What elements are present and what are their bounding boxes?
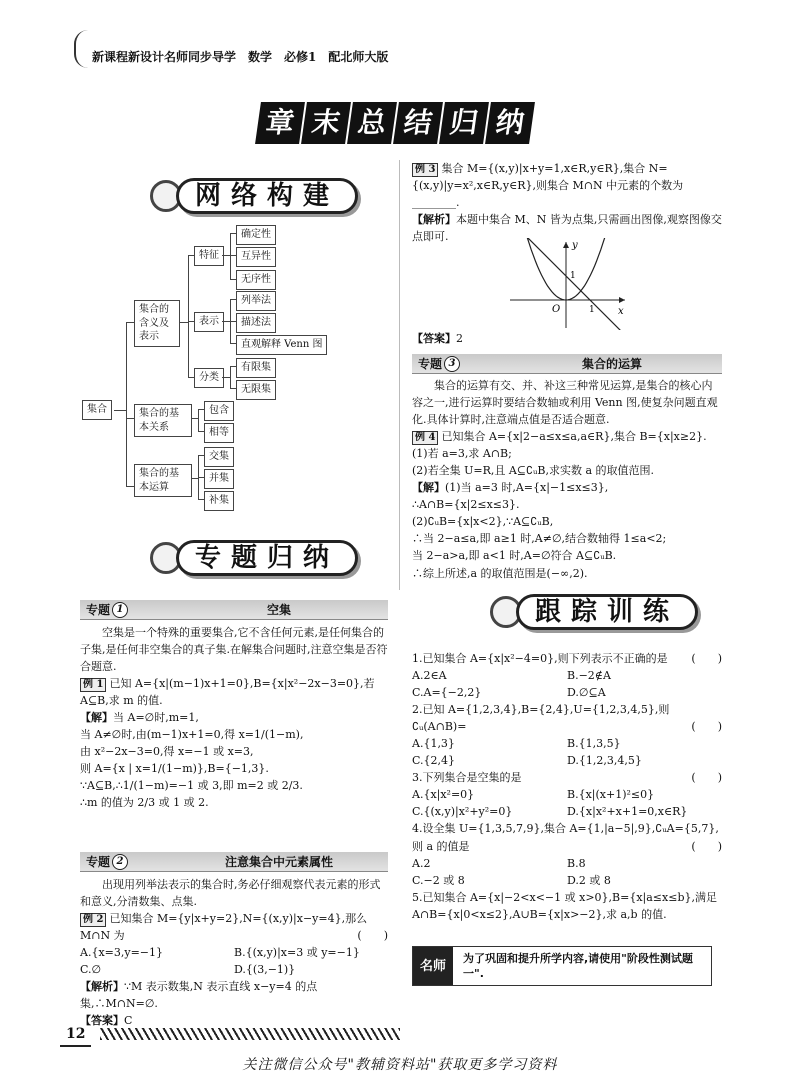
topic-intro: 空集是一个特殊的重要集合,它不含任何元素,是任何集合的子集,是任何非空集合的真子集.在解集合问题时,注意空集是否符合题意. <box>80 626 388 674</box>
map-branch-1: 集合的含义及表示 <box>134 300 180 347</box>
banner-text: 专题归纳 <box>176 540 358 576</box>
graph-y-label: y <box>572 240 578 251</box>
chapter-title <box>258 102 532 144</box>
topic-label: 专题 <box>86 602 111 617</box>
solution-line: (1)当 a=3 时,A={x|−1≤x≤3}, <box>445 481 609 495</box>
example-3-block <box>412 160 722 245</box>
map-root: 集合 <box>82 400 112 420</box>
map-relation-2: 相等 <box>204 423 234 443</box>
solution-line: 则 A={x | x=1/(1−m)},B={−1,3}. <box>80 762 269 776</box>
question-text: 3.下列集合是空集的是 <box>412 771 522 785</box>
answer-paren: ( ) <box>691 839 722 853</box>
answer-paren: ( ) <box>691 652 722 665</box>
chapter-title-char: 纳 <box>485 102 535 144</box>
analysis-tag: 【解析】 <box>80 980 124 994</box>
analysis-tag: 【解析】 <box>412 213 456 227</box>
topic-1-bar <box>80 600 388 620</box>
map-branch-2: 集合的基本关系 <box>134 404 192 437</box>
teacher-text: 为了巩固和提升所学内容,请使用"阶段性测试题一". <box>463 951 693 980</box>
option-a: A.{x=3,y=−1} <box>80 946 163 960</box>
option-d: D.∅⊆A <box>567 686 606 700</box>
running-header: 新课程新设计名师同步导学 数学 必修1 配北师大版 <box>92 50 389 64</box>
option-c: C.{2,4} <box>412 754 456 768</box>
option-d: D.{x|x²+x+1=0,x∈R} <box>567 805 688 819</box>
map-feature-2: 互异性 <box>236 247 276 267</box>
map-operation-1: 交集 <box>204 447 234 467</box>
option-b: B.8 <box>567 856 586 870</box>
topic-3-body <box>412 377 722 582</box>
option-a: A.2 <box>412 856 431 870</box>
intersection-graph <box>500 238 630 330</box>
option-b: B.{(x,y)|x=3 或 y=−1} <box>234 946 360 960</box>
option-c: C.∅ <box>80 963 102 977</box>
banner-text: 跟踪训练 <box>516 594 698 630</box>
answer-text: 2 <box>456 332 463 345</box>
solution-line: ∴当 2−a≤a,即 a≥1 时,A≠∅,结合数轴得 1≤a<2; <box>412 532 667 546</box>
option-b: B.{1,3,5} <box>567 737 621 751</box>
chapter-title-char: 归 <box>439 102 489 144</box>
chapter-title-char: 结 <box>393 102 443 144</box>
solution-line: 当 2−a>a,即 a<1 时,A=∅符合 A⊆∁ᵤB. <box>412 549 617 563</box>
topic-title: 空集 <box>266 602 291 617</box>
map-represent-1: 列举法 <box>236 291 276 311</box>
option-d: D.{(3,−1)} <box>234 963 296 977</box>
example-label: 例 1 <box>80 678 106 692</box>
map-feature: 特征 <box>194 246 224 266</box>
solution-line: 当 A=∅时,m=1, <box>113 711 199 725</box>
topic-number: 3 <box>444 356 460 372</box>
graph-x-arrow <box>619 297 625 303</box>
header-brace <box>74 30 88 68</box>
option-c: C.{(x,y)|x²+y²=0} <box>412 805 513 819</box>
topic-number: 1 <box>112 602 128 618</box>
solution-line: ∴综上所述,a 的取值范围是(−∞,2). <box>412 566 588 580</box>
graph-y-one: 1 <box>570 271 576 281</box>
analysis-text: 本题中集合 M、N 皆为点集,只需画出图像,观察图像交点即可. <box>412 213 722 244</box>
option-b: B.−2∉A <box>567 669 611 683</box>
map-branch-3: 集合的基本运算 <box>134 464 192 497</box>
option-a: A.{1,3} <box>412 737 455 751</box>
topic-title: 注意集合中元素属性 <box>224 854 333 869</box>
solution-line: (2)∁ᵤB={x|x<2},∵A⊆∁ᵤB, <box>412 515 554 529</box>
bottom-note: 关注微信公众号"教辅资料站"获取更多学习资料 <box>242 1057 558 1073</box>
option-d: D.2 或 8 <box>567 873 611 887</box>
topic-intro: 出现用列举法表示的集合时,务必仔细观察代表元素的形式和意义,分清数集、点集. <box>80 878 381 909</box>
topic-2-body <box>80 876 388 1029</box>
graph-x-one: 1 <box>589 305 595 315</box>
topic-label: 专题 <box>86 854 111 869</box>
option-b: B.{x|(x+1)²≤0} <box>567 788 655 802</box>
example-text: 已知 A={x|(m−1)x+1=0},B={x|x²−2x−3=0},若 A⊆B,求 m 的值. <box>80 677 375 708</box>
solution-line: ∴A∩B={x|2≤x≤3}. <box>412 498 520 512</box>
map-classify: 分类 <box>194 368 224 388</box>
option-c: C.A={−2,2} <box>412 686 482 700</box>
training-questions <box>412 650 722 923</box>
teacher-note <box>412 946 712 986</box>
banner-text: 网络构建 <box>176 178 358 214</box>
map-represent: 表示 <box>194 312 224 332</box>
map-represent-3: 直观解释 Venn 图 <box>236 335 327 355</box>
graph-y-arrow <box>563 242 569 248</box>
map-classify-2: 无限集 <box>236 380 276 400</box>
map-operation-2: 并集 <box>204 469 234 489</box>
question-text: 4.设全集 U={1,3,5,7,9},集合 A={1,|a−5|,9},∁ᵤA={5,7},则 a 的值是 <box>412 822 719 853</box>
option-c: C.−2 或 8 <box>412 873 465 887</box>
banner-training <box>490 594 698 630</box>
graph-line <box>520 238 621 330</box>
question-text: 5.已知集合 A={x|−2<x<−1 或 x>0},B={x|a≤x≤b},满足 A∩B={x|0<x≤2},A∪B={x|x>−2},求 a,b 的值. <box>412 890 717 921</box>
chapter-title-char: 总 <box>347 102 397 144</box>
topic-label: 专题 <box>418 356 443 371</box>
graph-x-label: x <box>618 306 624 317</box>
question-text: 1.已知集合 A={x|x²−4=0},则下列表示不正确的是 <box>412 652 668 665</box>
map-represent-2: 描述法 <box>236 313 276 333</box>
page-number: 12 <box>60 1024 91 1047</box>
topic-2-bar <box>80 852 388 872</box>
topic-intro: 集合的运算有交、并、补这三种常见运算,是集合的核心内容之一,进行运算时要结合数轴或利用 Venn 图,使复杂问题直观化.具体计算时,注意端点值是否适合题意. <box>412 379 718 427</box>
question-text: 2.已知 A={1,2,3,4},B={2,4},U={1,2,3,4,5},则∁ᵤ(A∩B)= <box>412 703 670 734</box>
solution-line: 当 A≠∅时,由(m−1)x+1=0,得 x=1/(1−m), <box>80 728 304 742</box>
teacher-badge: 名师 <box>413 947 453 985</box>
question-line: (1)若 a=3,求 A∩B; <box>412 447 512 461</box>
answer-paren: ( ) <box>357 929 388 943</box>
answer-text: C <box>124 1014 133 1028</box>
example-text: 已知集合 M={y|x+y=2},N={(x,y)|x−y=4},那么 M∩N 为 <box>80 912 368 943</box>
example-label: 例 3 <box>412 163 438 177</box>
topic-title: 集合的运算 <box>581 356 642 371</box>
solution-line: ∴m 的值为 2/3 或 1 或 2. <box>80 796 209 810</box>
banner-network <box>150 178 358 214</box>
chapter-title-char: 末 <box>301 102 351 144</box>
example-text: 已知集合 A={x|2−a≤x≤a,a∈R},集合 B={x|x≥2}. <box>441 430 707 444</box>
answer-paren: ( ) <box>691 720 722 734</box>
topic-1-body <box>80 624 388 812</box>
banner-topics <box>150 540 358 576</box>
topic-number: 2 <box>112 854 128 870</box>
answer-paren: ( ) <box>691 771 722 785</box>
solution-line: ∵A⊆B,∴1/(1−m)=−1 或 3,即 m=2 或 2/3. <box>80 779 303 793</box>
graph-origin-label: O <box>552 304 561 315</box>
example-text: 集合 M={(x,y)|x+y=1,x∈R,y∈R},集合 N={(x,y)|y=x²,x∈R,y∈R},则集合 M∩N 中元素的个数为________. <box>412 162 684 210</box>
example-label: 例 2 <box>80 913 106 927</box>
solution-tag: 【解】 <box>80 711 113 725</box>
map-operation-3: 补集 <box>204 491 234 511</box>
example-3-answer <box>412 330 722 347</box>
solution-tag: 【解】 <box>412 481 445 495</box>
option-a: A.2∈A <box>412 669 447 683</box>
column-divider <box>399 160 400 590</box>
solution-line: 由 x²−2x−3=0,得 x=−1 或 x=3, <box>80 745 254 759</box>
example-label: 例 4 <box>412 431 438 445</box>
option-d: D.{1,2,3,4,5} <box>567 754 642 768</box>
footer-decoration <box>100 1028 400 1040</box>
answer-tag: 【答案】 <box>80 1014 124 1028</box>
option-a: A.{x|x²=0} <box>412 788 475 802</box>
map-feature-3: 无序性 <box>236 270 276 290</box>
question-line: (2)若全集 U=R,且 A⊆∁ᵤB,求实数 a 的取值范围. <box>412 464 655 478</box>
analysis-text: ∵M 表示数集,N 表示直线 x−y=4 的点集,∴M∩N=∅. <box>80 980 318 1011</box>
chapter-title-char: 章 <box>255 102 305 144</box>
topic-3-bar <box>412 354 722 374</box>
map-classify-1: 有限集 <box>236 358 276 378</box>
map-relation-1: 包含 <box>204 401 234 421</box>
map-feature-1: 确定性 <box>236 225 276 245</box>
answer-tag: 【答案】 <box>412 332 456 345</box>
